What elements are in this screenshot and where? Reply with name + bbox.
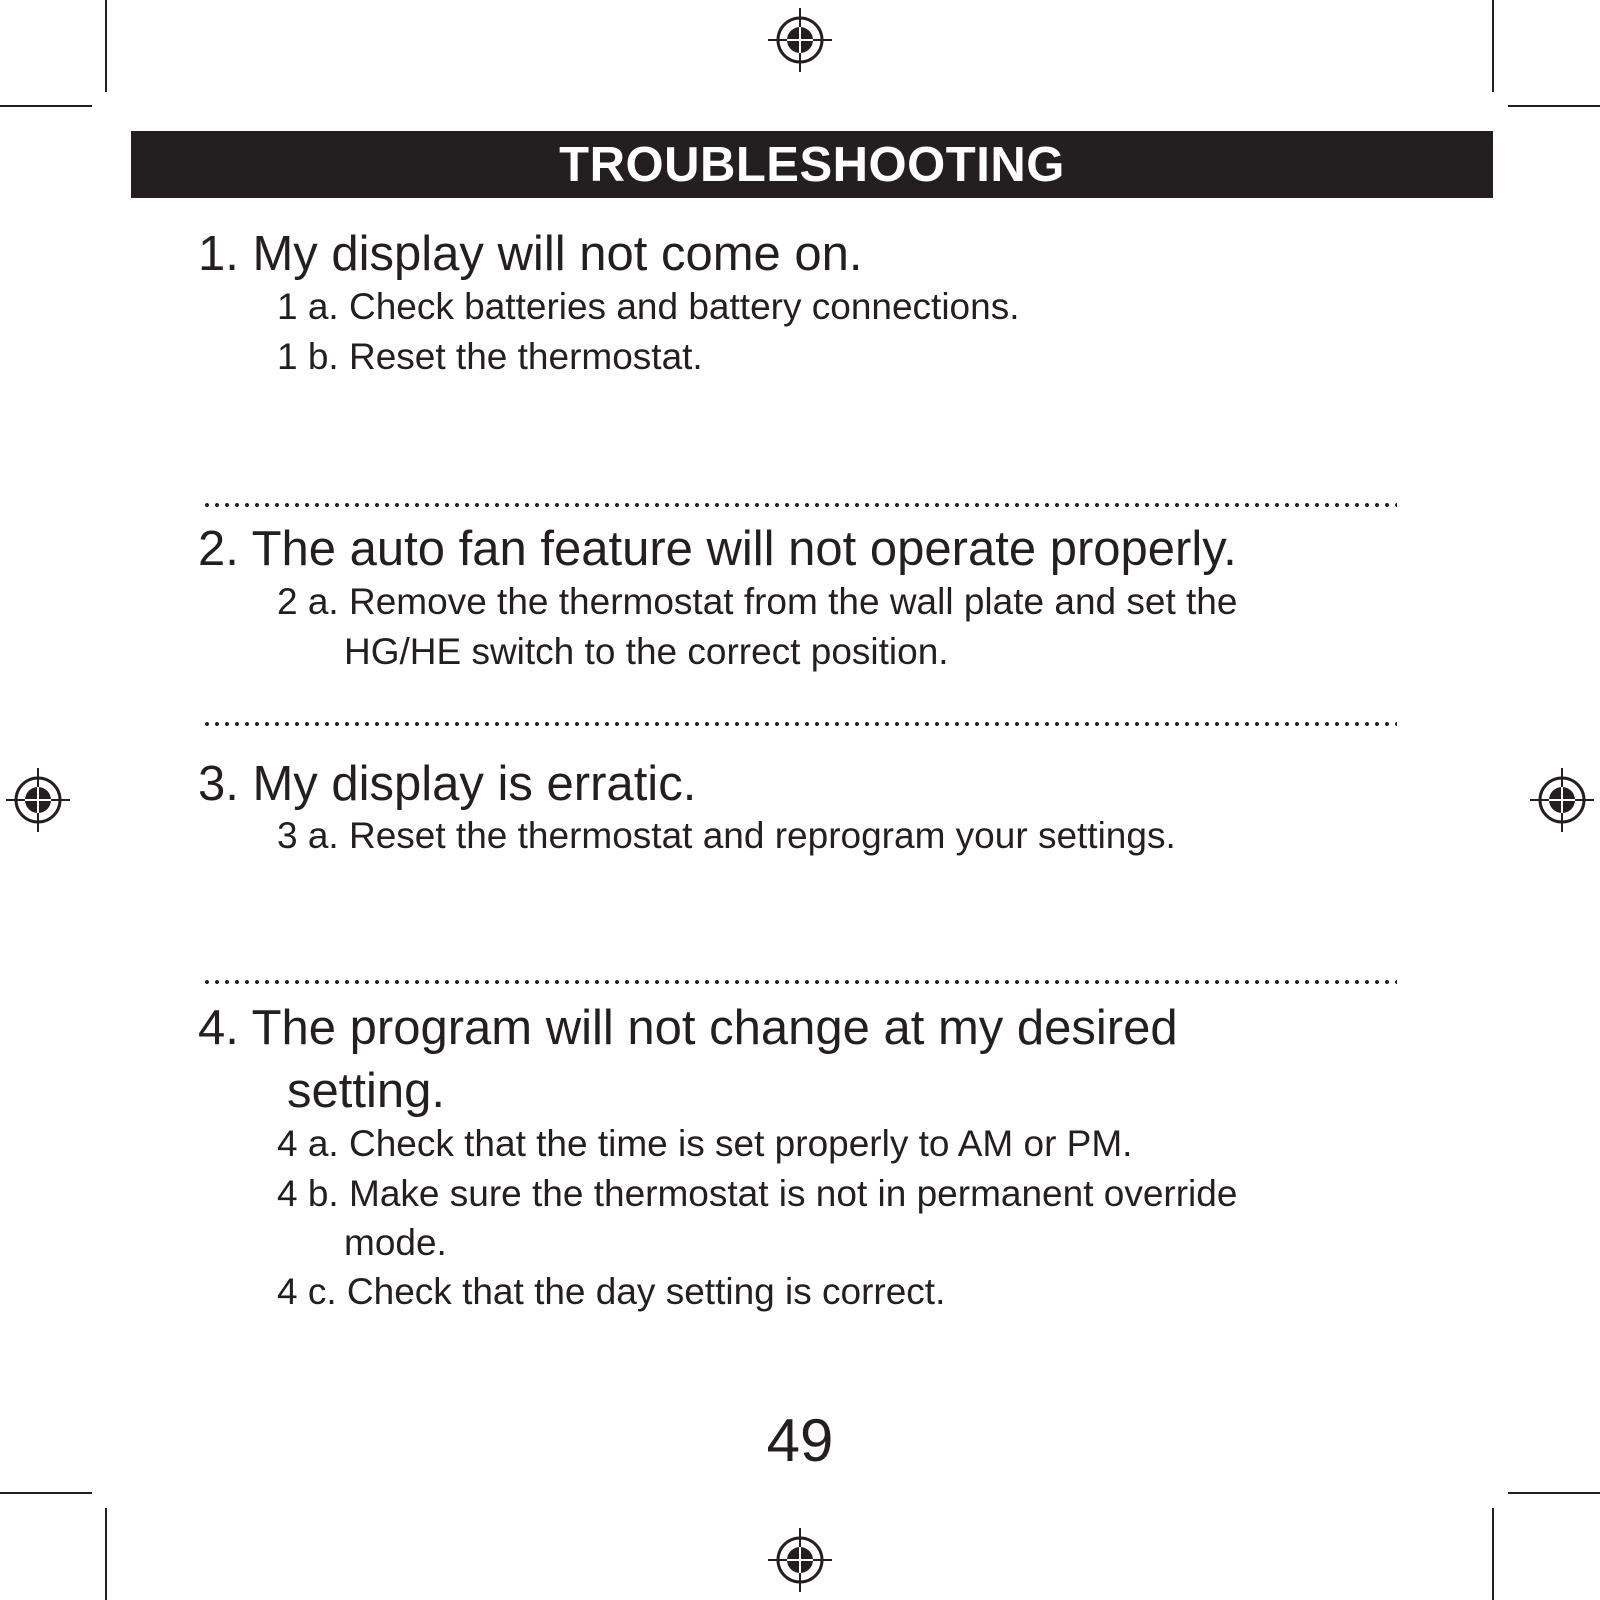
dotted-separator <box>202 722 1397 726</box>
question-4-continuation: setting. <box>287 1064 445 1118</box>
page-title: TROUBLESHOOTING <box>559 137 1065 192</box>
question-1: 1. My display will not come on. <box>198 227 863 281</box>
crop-mark <box>1508 1492 1600 1494</box>
registration-mark-icon <box>6 768 70 832</box>
dotted-separator <box>202 980 1397 984</box>
registration-mark-icon <box>768 8 832 72</box>
registration-mark-icon <box>1530 768 1594 832</box>
question-3: 3. My display is erratic. <box>198 757 697 811</box>
question-4: 4. The program will not change at my desired <box>198 1001 1178 1055</box>
answer-2a-continuation: HG/HE switch to the correct position. <box>344 631 949 672</box>
question-2: 2. The auto fan feature will not operate properly. <box>198 522 1237 576</box>
page-number: 49 <box>766 1407 834 1474</box>
answer-4b-continuation: mode. <box>344 1222 447 1263</box>
crop-mark <box>1508 105 1600 107</box>
crop-mark <box>105 0 107 92</box>
crop-mark <box>0 1492 92 1494</box>
answer-4a: 4 a. Check that the time is set properly to AM or PM. <box>277 1123 1133 1164</box>
answer-4c: 4 c. Check that the day setting is correct. <box>277 1271 946 1312</box>
registration-mark-icon <box>768 1528 832 1592</box>
crop-mark <box>1492 1508 1494 1600</box>
dotted-separator <box>202 503 1397 507</box>
section-header-bar <box>131 131 1493 198</box>
crop-mark <box>0 105 92 107</box>
answer-1a: 1 a. Check batteries and battery connections. <box>277 286 1020 327</box>
answer-4b: 4 b. Make sure the thermostat is not in permanent override <box>277 1173 1238 1214</box>
answer-3a: 3 a. Reset the thermostat and reprogram your settings. <box>277 815 1176 856</box>
answer-2a: 2 a. Remove the thermostat from the wall plate and set the <box>277 581 1238 622</box>
crop-mark <box>1492 0 1494 92</box>
answer-1b: 1 b. Reset the thermostat. <box>277 336 703 377</box>
crop-mark <box>105 1508 107 1600</box>
